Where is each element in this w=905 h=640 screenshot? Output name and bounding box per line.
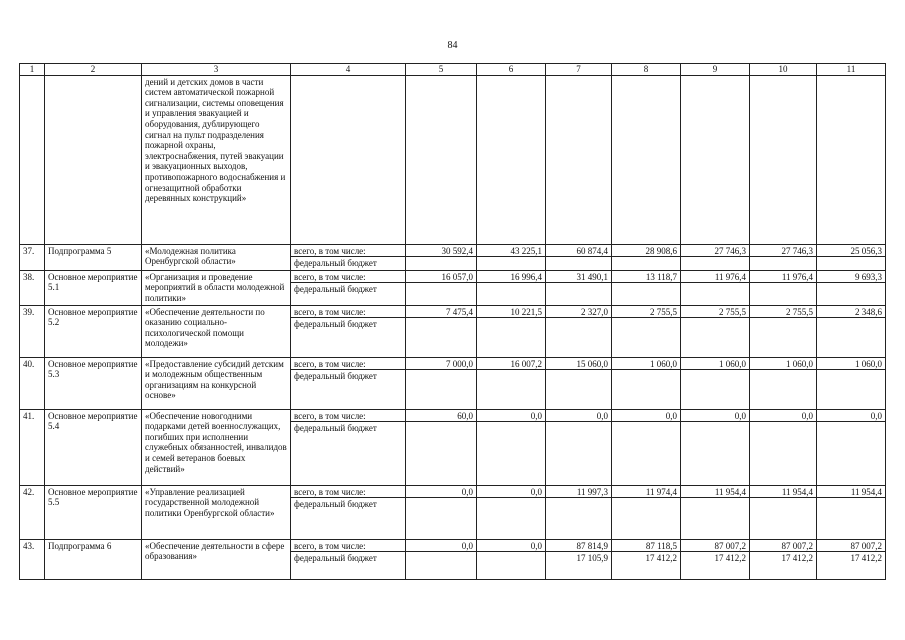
funding-source-cell [291,244,406,270]
federal-value: 17 412,2 [750,551,816,564]
funding-source-cell [291,357,406,409]
federal-value [817,317,885,329]
value-cell [546,357,612,409]
program-name: Основное мероприятие 5.2 [45,305,142,357]
program-description: «Молодежная политика Оренбургской области» [142,244,291,270]
value-cell [750,305,817,357]
value-cell [817,270,886,305]
continuation-text: дений и детских домов в части систем автоматической пожарной сигнализации, системы оповещения и управления эвакуацией и оборудования, дублирующего сигнал на пульт подразделения пожарной охраны, электроснабжения, путей эвакуации и эвакуационных выходов, противопожарного водоснабжения и огнезащитной обработки деревянных конструкций» [142,75,291,244]
total-value: 11 997,3 [576,486,608,497]
col-header: 2 [45,64,142,76]
value-cell [817,244,886,270]
total-value: 0,0 [461,486,473,497]
col-header: 9 [681,64,750,76]
federal-value [546,497,611,509]
funding-total-label: всего, в том числе: [294,358,366,369]
total-value: 13 118,7 [645,271,677,282]
table-body [20,244,886,579]
federal-value [750,282,816,294]
federal-value [406,317,476,329]
row-number: 43. [20,539,45,579]
total-value: 0,0 [801,410,813,421]
value-cell [546,305,612,357]
program-name: Подпрограмма 5 [45,244,142,270]
total-value: 0,0 [665,410,677,421]
value-cell [750,409,817,485]
row-number: 41. [20,409,45,485]
program-name: Подпрограмма 6 [45,539,142,579]
total-value: 11 974,4 [645,486,677,497]
federal-value [477,369,545,381]
col-header: 10 [750,64,817,76]
total-value: 27 746,3 [781,245,813,256]
federal-value [750,369,816,381]
federal-value [477,256,545,268]
funding-total-label: всего, в том числе: [294,540,366,551]
total-value: 9 693,3 [855,271,882,282]
total-value: 2 755,5 [650,306,677,317]
total-value: 11 954,4 [781,486,813,497]
col-header: 11 [817,64,886,76]
federal-value [817,497,885,509]
total-value: 28 908,6 [645,245,677,256]
funding-federal-label: федеральный бюджет [291,317,405,330]
total-value: 2 755,5 [786,306,813,317]
total-value: 2 755,5 [719,306,746,317]
value-cell [546,485,612,539]
program-name: Основное мероприятие 5.1 [45,270,142,305]
row-number: 38. [20,270,45,305]
federal-value [612,256,680,268]
value-cell [681,357,750,409]
federal-value [477,317,545,329]
program-name: Основное мероприятие 5.4 [45,409,142,485]
value-cell [612,357,681,409]
continuation-row [20,75,886,244]
funding-source-cell [291,539,406,579]
value-cell [612,305,681,357]
value-cell [546,409,612,485]
col-header: 4 [291,64,406,76]
program-name: Основное мероприятие 5.3 [45,357,142,409]
funding-federal-label: федеральный бюджет [291,369,405,382]
federal-value [546,317,611,329]
total-value: 2 348,6 [855,306,882,317]
value-cell [817,485,886,539]
federal-value: 17 412,2 [817,551,885,564]
total-value: 0,0 [596,410,608,421]
total-value: 0,0 [530,486,542,497]
funding-federal-label: федеральный бюджет [291,256,405,269]
federal-value [546,421,611,433]
program-name: Основное мероприятие 5.5 [45,485,142,539]
federal-value [406,282,476,294]
federal-value: 17 105,9 [546,551,611,564]
col-header: 8 [612,64,681,76]
program-description: «Обеспечение деятельности в сфере образования» [142,539,291,579]
total-value: 10 221,5 [510,306,542,317]
total-value: 16 007,2 [510,358,542,369]
value-cell [477,244,546,270]
funding-federal-label: федеральный бюджет [291,421,405,434]
row-number: 40. [20,357,45,409]
header-row [20,64,886,76]
federal-value [477,551,545,563]
value-cell [477,539,546,579]
funding-source-cell [291,305,406,357]
funding-total-label: всего, в том числе: [294,271,366,282]
federal-value [681,497,749,509]
total-value: 0,0 [530,540,542,551]
total-value: 11 954,4 [714,486,746,497]
federal-value [750,317,816,329]
program-description: «Управление реализацией государственной молодежной политики Оренбургской области» [142,485,291,539]
total-value: 60,0 [457,410,473,421]
federal-value [817,421,885,433]
federal-value [546,369,611,381]
col-header: 5 [406,64,477,76]
table-row [20,305,886,357]
total-value: 25 056,3 [850,245,882,256]
value-cell [817,305,886,357]
federal-value [817,369,885,381]
funding-federal-label: федеральный бюджет [291,282,405,295]
federal-value [477,282,545,294]
value-cell [406,539,477,579]
total-value: 43 225,1 [510,245,542,256]
federal-value [477,497,545,509]
total-value: 87 118,5 [645,540,677,551]
federal-value [406,256,476,268]
table-row [20,409,886,485]
federal-value [612,317,680,329]
total-value: 1 060,0 [855,358,882,369]
value-cell [817,409,886,485]
value-cell [406,270,477,305]
federal-value [546,282,611,294]
total-value: 1 060,0 [719,358,746,369]
value-cell [546,270,612,305]
value-cell [406,485,477,539]
federal-value [612,282,680,294]
federal-value: 17 412,2 [681,551,749,564]
value-cell [681,539,750,579]
table-row [20,539,886,579]
total-value: 7 475,4 [446,306,473,317]
program-description: «Обеспечение деятельности по оказанию социально-психологической помощи молодежи» [142,305,291,357]
program-description: «Обеспечение новогодними подарками детей военнослужащих, погибших при исполнении служебных обязанностей, инвалидов и семей ветеранов боевых действий» [142,409,291,485]
total-value: 1 060,0 [786,358,813,369]
funding-total-label: всего, в том числе: [294,245,366,256]
value-cell [612,244,681,270]
total-value: 7 000,0 [446,358,473,369]
federal-value [681,317,749,329]
total-value: 87 814,9 [576,540,608,551]
value-cell [681,485,750,539]
table-row [20,357,886,409]
value-cell [406,244,477,270]
federal-value [612,369,680,381]
federal-value [681,369,749,381]
value-cell [546,539,612,579]
funding-federal-label: федеральный бюджет [291,497,405,510]
total-value: 60 874,4 [576,245,608,256]
value-cell [681,305,750,357]
value-cell [546,244,612,270]
federal-value [546,256,611,268]
table-row [20,244,886,270]
total-value: 2 327,0 [581,306,608,317]
value-cell [681,244,750,270]
funding-source-cell [291,270,406,305]
value-cell [406,357,477,409]
federal-value [817,282,885,294]
value-cell [681,409,750,485]
total-value: 15 060,0 [576,358,608,369]
funding-total-label: всего, в том числе: [294,410,366,421]
federal-value [406,551,476,563]
federal-value [406,421,476,433]
total-value: 11 954,4 [850,486,882,497]
total-value: 11 976,4 [781,271,813,282]
value-cell [612,270,681,305]
federal-value [750,256,816,268]
federal-value [406,369,476,381]
federal-value [406,497,476,509]
total-value: 0,0 [461,540,473,551]
value-cell [817,357,886,409]
funding-source-cell [291,485,406,539]
row-number: 39. [20,305,45,357]
value-cell [477,305,546,357]
federal-value [612,497,680,509]
federal-value [681,256,749,268]
total-value: 27 746,3 [714,245,746,256]
value-cell [477,485,546,539]
total-value: 31 490,1 [576,271,608,282]
total-value: 16 996,4 [510,271,542,282]
table-row [20,485,886,539]
value-cell [612,485,681,539]
value-cell [406,305,477,357]
value-cell [681,270,750,305]
row-number: 37. [20,244,45,270]
federal-value: 17 412,2 [612,551,680,564]
value-cell [477,409,546,485]
federal-value [681,282,749,294]
row-number: 42. [20,485,45,539]
value-cell [612,409,681,485]
value-cell [817,539,886,579]
value-cell [477,270,546,305]
federal-value [681,421,749,433]
budget-table [19,63,886,580]
federal-value [817,256,885,268]
federal-value [750,421,816,433]
total-value: 87 007,2 [781,540,813,551]
federal-value [750,497,816,509]
value-cell [750,539,817,579]
total-value: 30 592,4 [441,245,473,256]
federal-value [477,421,545,433]
program-description: «Организация и проведение мероприятий в области молодежной политики» [142,270,291,305]
col-header: 6 [477,64,546,76]
total-value: 0,0 [870,410,882,421]
total-value: 11 976,4 [714,271,746,282]
value-cell [750,244,817,270]
total-value: 0,0 [530,410,542,421]
funding-total-label: всего, в том числе: [294,306,366,317]
federal-value [612,421,680,433]
funding-federal-label: федеральный бюджет [291,551,405,564]
total-value: 87 007,2 [850,540,882,551]
program-description: «Предоставление субсидий детским и молодежным общественным организациям на конкурсной основе» [142,357,291,409]
value-cell [750,270,817,305]
col-header: 3 [142,64,291,76]
value-cell [750,485,817,539]
value-cell [612,539,681,579]
total-value: 0,0 [734,410,746,421]
total-value: 87 007,2 [714,540,746,551]
value-cell [406,409,477,485]
col-header: 7 [546,64,612,76]
value-cell [477,357,546,409]
col-header: 1 [20,64,45,76]
value-cell [750,357,817,409]
funding-source-cell [291,409,406,485]
total-value: 1 060,0 [650,358,677,369]
funding-total-label: всего, в том числе: [294,486,366,497]
page-number: 84 [447,40,458,51]
table-row [20,270,886,305]
total-value: 16 057,0 [441,271,473,282]
